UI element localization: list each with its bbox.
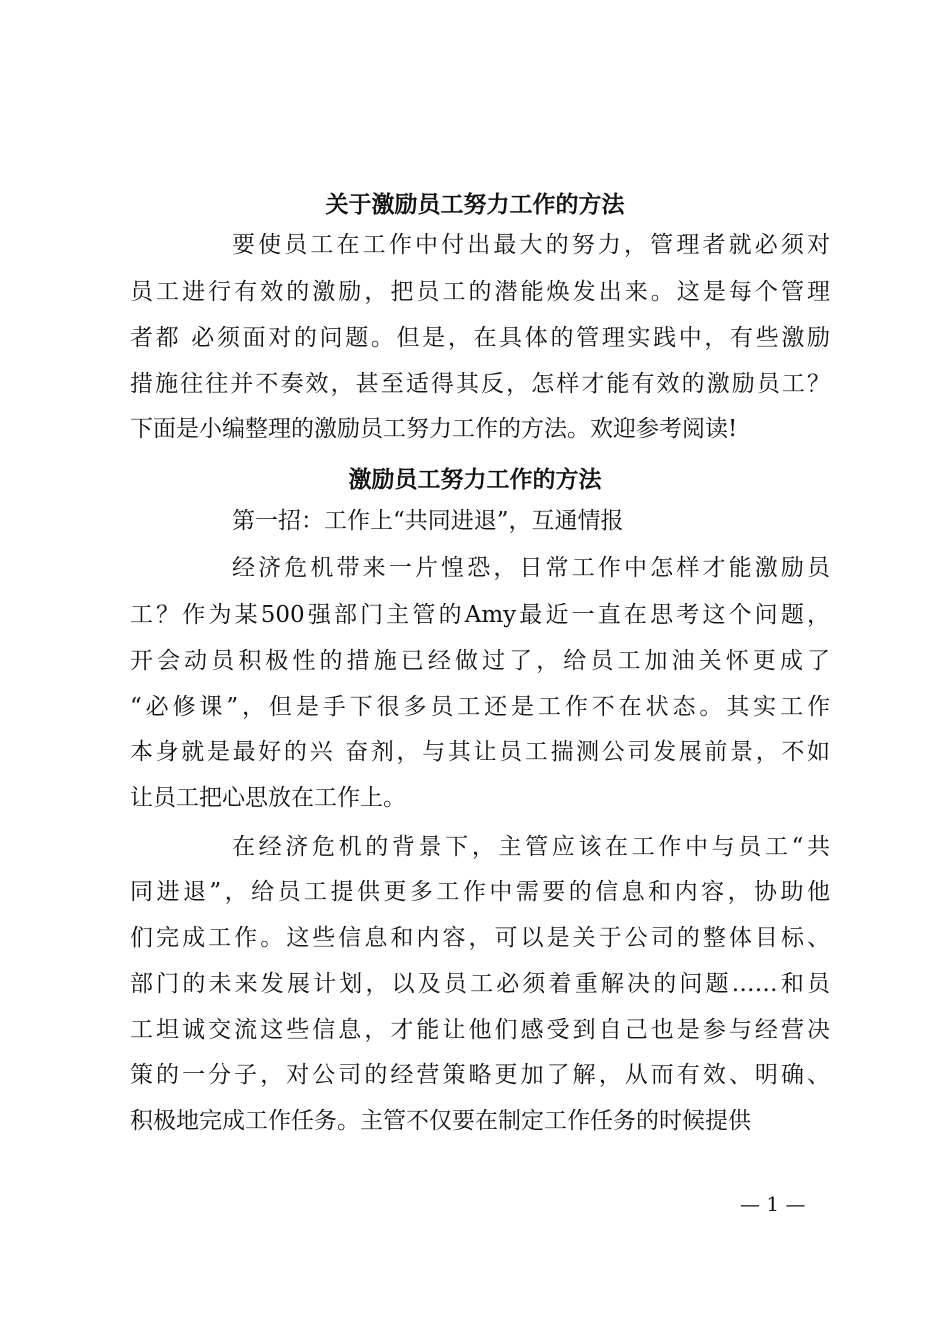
paragraph-line: 在经济危机的背景下，主管应该在工作中与员工“共 (232, 834, 830, 860)
paragraph-line: 们完成工作。这些信息和内容，可以是关于公司的整体目标、 (130, 925, 830, 951)
paragraph-line: 部门的未来发展计划，以及员工必须着重解决的问题……和员 (130, 971, 830, 997)
paragraph-line: 积极地完成工作任务。主管不仅要在制定工作任务的时候提供 (130, 1108, 751, 1134)
paragraph-line: 让员工把心思放在工作上。 (130, 785, 406, 811)
intro-line: 要使员工在工作中付出最大的努力，管理者就必须对 (232, 232, 830, 258)
intro-line: 下面是小编整理的激励员工努力工作的方法。欢迎参考阅读! (130, 416, 738, 442)
document-subtitle: 激励员工努力工作的方法 (348, 466, 602, 493)
paragraph-line: “必修课”，但是手下很多员工还是工作不在状态。其实工作 (130, 694, 830, 720)
paragraph-line: 工？作为某500强部门主管的Amy最近一直在思考这个问题， (130, 602, 830, 628)
paragraph-line: 工坦诚交流这些信息，才能让他们感受到自己也是参与经营决 (130, 1017, 830, 1043)
intro-line: 者都 必须面对的问题。但是，在具体的管理实践中，有些激励 (130, 325, 830, 351)
paragraph-line: 同进退”，给员工提供更多工作中需要的信息和内容，协助他 (130, 879, 830, 905)
intro-line: 措施往往并不奏效，甚至适得其反，怎样才能有效的激励员工？ (130, 371, 830, 397)
paragraph-line: 经济危机带来一片惶恐，日常工作中怎样才能激励员 (232, 555, 830, 581)
page-number: — 1 — (740, 1192, 806, 1216)
paragraph-line: 本身就是最好的兴 奋剂，与其让员工揣测公司发展前景，不如 (130, 739, 830, 765)
intro-line: 员工进行有效的激励，把员工的潜能焕发出来。这是每个管理 (130, 279, 830, 305)
document-title: 关于激励员工努力工作的方法 (325, 191, 625, 218)
section-heading: 第一招：工作上“共同进退”，互通情报 (232, 508, 624, 534)
paragraph-line: 开会动员积极性的措施已经做过了，给员工加油关怀更成了 (130, 648, 830, 674)
paragraph-line: 策的一分子，对公司的经营策略更加了解，从而有效、明确、 (130, 1062, 830, 1088)
